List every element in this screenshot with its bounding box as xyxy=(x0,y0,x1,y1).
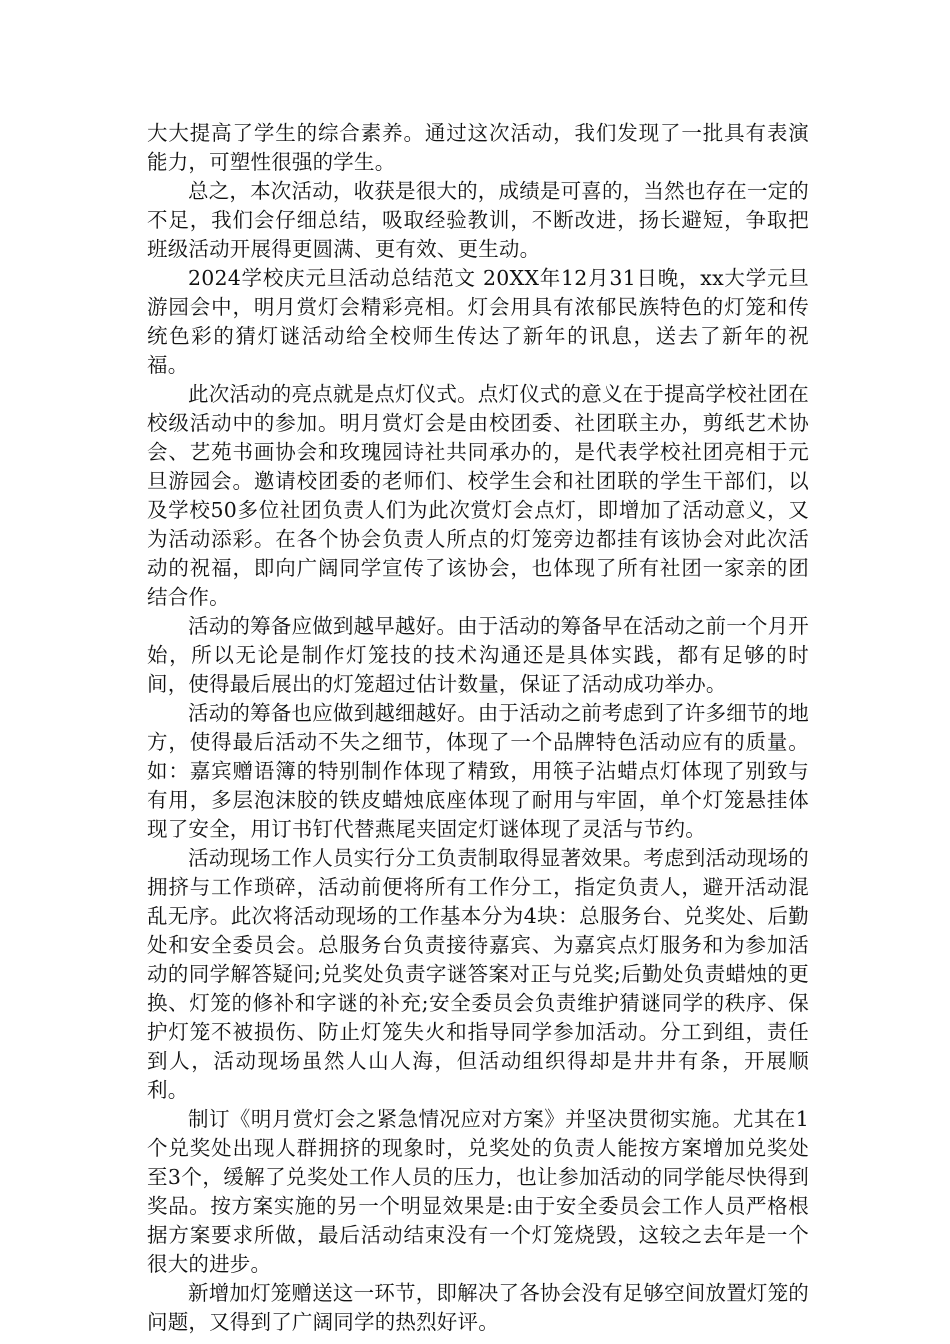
paragraph: 活动的筹备应做到越早越好。由于活动的筹备早在活动之前一个月开始，所以无论是制作灯笼技的技术沟通还是具体实践，都有足够的时间，使得最后展出的灯笼超过估计数量，保证了活动成功举办。 xyxy=(147,614,809,696)
paragraph: 新增加灯笼赠送这一环节，即解决了各协会没有足够空间放置灯笼的问题，又得到了广阔同学的热烈好评。 xyxy=(147,1281,809,1334)
paragraph: 制订《明月赏灯会之紧急情况应对方案》并坚决贯彻实施。尤其在1个兑奖处出现人群拥挤的现象时，兑奖处的负责人能按方案增加兑奖处至3个，缓解了兑奖处工作人员的压力，也让参加活动的同学能尽快得到奖品。按方案实施的另一个明显效果是:由于安全委员会工作人员严格根据方案要求所做，最后活动结束没有一个灯笼烧毁，这较之去年是一个很大的进步。 xyxy=(147,1107,809,1276)
paragraph: 大大提高了学生的综合素养。通过这次活动，我们发现了一批具有表演能力，可塑性很强的学生。 xyxy=(147,121,809,174)
paragraph: 总之，本次活动，收获是很大的，成绩是可喜的，当然也存在一定的不足，我们会仔细总结，吸取经验教训，不断改进，扬长避短，争取把班级活动开展得更圆满、更有效、更生动。 xyxy=(147,179,809,261)
paragraph: 活动现场工作人员实行分工负责制取得显著效果。考虑到活动现场的拥挤与工作琐碎，活动前便将所有工作分工，指定负责人，避开活动混乱无序。此次将活动现场的工作基本分为4块：总服务台、兑奖处、后勤处和安全委员会。总服务台负责接待嘉宾、为嘉宾点灯服务和为参加活动的同学解答疑问;兑奖处负责字谜答案对正与兑奖;后勤处负责蜡烛的更换、灯笼的修补和字谜的补充;安全委员会负责维护猜谜同学的秩序、保护灯笼不被损伤、防止灯笼失火和指导同学参加活动。分工到组，责任到人，活动现场虽然人山人海，但活动组织得却是井井有条，开展顺利。 xyxy=(147,846,809,1102)
paragraph: 活动的筹备也应做到越细越好。由于活动之前考虑到了许多细节的地方，使得最后活动不失之细节，体现了一个品牌特色活动应有的质量。如：嘉宾赠语簿的特别制作体现了精致，用筷子沾蜡点灯体现了别致与有用，多层泡沫胶的铁皮蜡烛底座体现了耐用与牢固，单个灯笼悬挂体现了安全，用订书钉代替燕尾夹固定灯谜体现了灵活与节约。 xyxy=(147,701,809,841)
paragraph: 2024学校庆元旦活动总结范文 20XX年12月31日晚，xx大学元旦游园会中，明月赏灯会精彩亮相。灯会用具有浓郁民族特色的灯笼和传统色彩的猜灯谜活动给全校师生传达了新年的讯息，送去了新年的祝福。 xyxy=(147,266,809,377)
paragraph: 此次活动的亮点就是点灯仪式。点灯仪式的意义在于提高学校社团在校级活动中的参加。明月赏灯会是由校团委、社团联主办，剪纸艺术协会、艺苑书画协会和玫瑰园诗社共同承办的，是代表学校社团亮相于元旦游园会。邀请校团委的老师们、校学生会和社团联的学生干部们，以及学校50多位社团负责人们为此次赏灯会点灯，即增加了活动意义，又为活动添彩。在各个协会负责人所点的灯笼旁边都挂有该协会对此次活动的祝福，即向广阔同学宣传了该协会，也体现了所有社团一家亲的团结合作。 xyxy=(147,382,809,609)
document-body xyxy=(147,119,809,1337)
